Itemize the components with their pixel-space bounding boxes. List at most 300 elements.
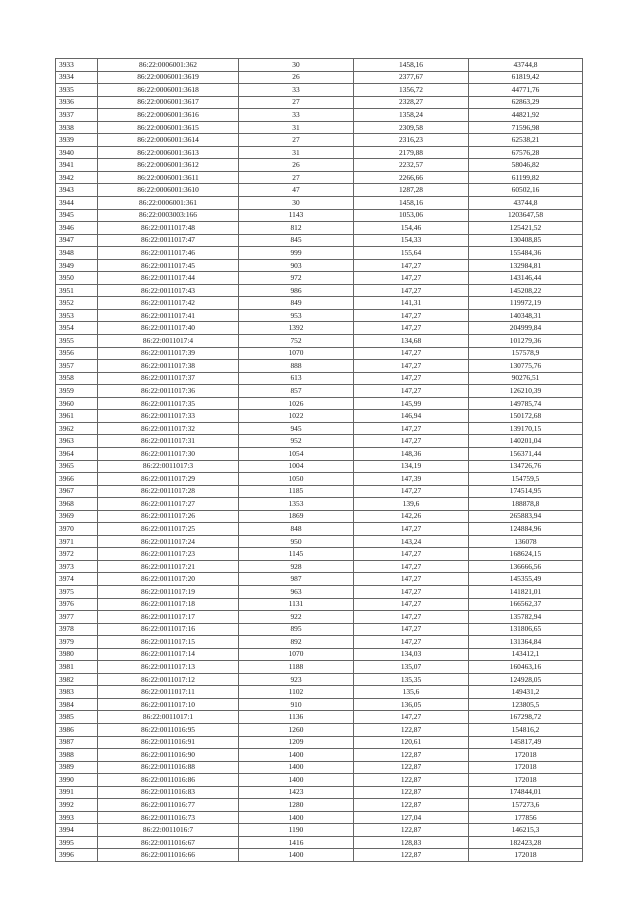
- area-cell: 849: [239, 297, 354, 310]
- area-cell: 27: [239, 96, 354, 109]
- specific-value-cell: 147,27: [354, 372, 469, 385]
- table-row: [56, 146, 583, 159]
- cadastral-value-cell: 101279,36: [469, 335, 583, 348]
- table-row: [56, 473, 583, 486]
- cadastral-value-cell: 149785,74: [469, 397, 583, 410]
- cadastral-value-cell: 135782,94: [469, 611, 583, 624]
- specific-value-cell: 122,87: [354, 774, 469, 787]
- specific-value-cell: 147,27: [354, 585, 469, 598]
- specific-value-cell: 146,94: [354, 410, 469, 423]
- specific-value-cell: 122,87: [354, 749, 469, 762]
- cadastral-number-cell: 86:22:0011017:36: [98, 385, 239, 398]
- row-number-cell: 3948: [56, 247, 98, 260]
- area-cell: 953: [239, 309, 354, 322]
- specific-value-cell: 147,27: [354, 272, 469, 285]
- table-row: [56, 849, 583, 862]
- row-number-cell: 3974: [56, 573, 98, 586]
- cadastral-number-cell: 86:22:0011017:43: [98, 284, 239, 297]
- area-cell: 972: [239, 272, 354, 285]
- table-row: [56, 535, 583, 548]
- cadastral-value-cell: 166562,37: [469, 598, 583, 611]
- table-row: [56, 698, 583, 711]
- cadastral-value-cell: 43744,8: [469, 59, 583, 72]
- cadastral-value-cell: 182423,28: [469, 836, 583, 849]
- specific-value-cell: 147,27: [354, 347, 469, 360]
- cadastral-value-table: [55, 58, 583, 862]
- specific-value-cell: 139,6: [354, 498, 469, 511]
- cadastral-value-cell: 155484,36: [469, 247, 583, 260]
- row-number-cell: 3978: [56, 623, 98, 636]
- table-row: [56, 360, 583, 373]
- cadastral-value-cell: 154759,5: [469, 473, 583, 486]
- specific-value-cell: 1287,28: [354, 184, 469, 197]
- area-cell: 1136: [239, 711, 354, 724]
- area-cell: 1131: [239, 598, 354, 611]
- cadastral-value-cell: 140348,31: [469, 309, 583, 322]
- specific-value-cell: 155,64: [354, 247, 469, 260]
- area-cell: 752: [239, 335, 354, 348]
- specific-value-cell: 2179,88: [354, 146, 469, 159]
- cadastral-number-cell: 86:22:0011017:30: [98, 447, 239, 460]
- table-row: [56, 71, 583, 84]
- specific-value-cell: 142,26: [354, 510, 469, 523]
- specific-value-cell: 2266,66: [354, 171, 469, 184]
- area-cell: 1260: [239, 723, 354, 736]
- table-row: [56, 385, 583, 398]
- table-row: [56, 523, 583, 536]
- cadastral-number-cell: 86:22:0011017:24: [98, 535, 239, 548]
- table-row: [56, 447, 583, 460]
- row-number-cell: 3989: [56, 761, 98, 774]
- table-row: [56, 247, 583, 260]
- area-cell: 1400: [239, 849, 354, 862]
- table-row: [56, 422, 583, 435]
- cadastral-value-cell: 160463,16: [469, 661, 583, 674]
- cadastral-value-cell: 143146,44: [469, 272, 583, 285]
- cadastral-number-cell: 86:22:0011017:32: [98, 422, 239, 435]
- table-row: [56, 184, 583, 197]
- area-cell: 1102: [239, 686, 354, 699]
- row-number-cell: 3982: [56, 673, 98, 686]
- specific-value-cell: 147,27: [354, 523, 469, 536]
- table-row: [56, 761, 583, 774]
- area-cell: 1185: [239, 485, 354, 498]
- row-number-cell: 3971: [56, 535, 98, 548]
- cadastral-value-cell: 43744,8: [469, 197, 583, 210]
- cadastral-number-cell: 86:22:0006001:3612: [98, 159, 239, 172]
- cadastral-value-cell: 130408,85: [469, 234, 583, 247]
- cadastral-number-cell: 86:22:0011017:11: [98, 686, 239, 699]
- cadastral-number-cell: 86:22:0006001:3614: [98, 134, 239, 147]
- row-number-cell: 3960: [56, 397, 98, 410]
- specific-value-cell: 122,87: [354, 723, 469, 736]
- area-cell: 963: [239, 585, 354, 598]
- cadastral-number-cell: 86:22:0006001:3611: [98, 171, 239, 184]
- area-cell: 1143: [239, 209, 354, 222]
- cadastral-value-cell: 134726,76: [469, 460, 583, 473]
- row-number-cell: 3963: [56, 435, 98, 448]
- area-cell: 848: [239, 523, 354, 536]
- cadastral-value-cell: 131364,84: [469, 636, 583, 649]
- cadastral-number-cell: 86:22:0006001:3619: [98, 71, 239, 84]
- table-row: [56, 623, 583, 636]
- cadastral-number-cell: 86:22:0011017:45: [98, 259, 239, 272]
- specific-value-cell: 148,36: [354, 447, 469, 460]
- cadastral-number-cell: 86:22:0011017:29: [98, 473, 239, 486]
- cadastral-number-cell: 86:22:0006001:362: [98, 59, 239, 72]
- row-number-cell: 3946: [56, 222, 98, 235]
- table-row: [56, 786, 583, 799]
- area-cell: 1400: [239, 774, 354, 787]
- cadastral-value-cell: 126210,39: [469, 385, 583, 398]
- area-cell: 1400: [239, 811, 354, 824]
- row-number-cell: 3981: [56, 661, 98, 674]
- row-number-cell: 3988: [56, 749, 98, 762]
- specific-value-cell: 154,46: [354, 222, 469, 235]
- specific-value-cell: 147,27: [354, 259, 469, 272]
- specific-value-cell: 141,31: [354, 297, 469, 310]
- area-cell: 1070: [239, 648, 354, 661]
- area-cell: 27: [239, 171, 354, 184]
- row-number-cell: 3967: [56, 485, 98, 498]
- cadastral-value-cell: 204999,84: [469, 322, 583, 335]
- table-row: [56, 498, 583, 511]
- row-number-cell: 3991: [56, 786, 98, 799]
- row-number-cell: 3980: [56, 648, 98, 661]
- cadastral-value-cell: 90276,51: [469, 372, 583, 385]
- specific-value-cell: 127,04: [354, 811, 469, 824]
- specific-value-cell: 147,27: [354, 598, 469, 611]
- area-cell: 1026: [239, 397, 354, 410]
- row-number-cell: 3993: [56, 811, 98, 824]
- cadastral-number-cell: 86:22:0011017:20: [98, 573, 239, 586]
- table-row: [56, 347, 583, 360]
- cadastral-value-cell: 132984,81: [469, 259, 583, 272]
- table-row: [56, 460, 583, 473]
- row-number-cell: 3955: [56, 335, 98, 348]
- specific-value-cell: 1356,72: [354, 84, 469, 97]
- area-cell: 1280: [239, 799, 354, 812]
- cadastral-value-cell: 172018: [469, 749, 583, 762]
- row-number-cell: 3969: [56, 510, 98, 523]
- cadastral-number-cell: 86:22:0011017:13: [98, 661, 239, 674]
- area-cell: 30: [239, 59, 354, 72]
- area-cell: 1869: [239, 510, 354, 523]
- row-number-cell: 3968: [56, 498, 98, 511]
- cadastral-number-cell: 86:22:0011016:73: [98, 811, 239, 824]
- cadastral-number-cell: 86:22:0011017:19: [98, 585, 239, 598]
- cadastral-value-cell: 139170,15: [469, 422, 583, 435]
- area-cell: 1004: [239, 460, 354, 473]
- table-row: [56, 836, 583, 849]
- row-number-cell: 3954: [56, 322, 98, 335]
- table-row: [56, 824, 583, 837]
- specific-value-cell: 2377,67: [354, 71, 469, 84]
- area-cell: 845: [239, 234, 354, 247]
- cadastral-value-cell: 149431,2: [469, 686, 583, 699]
- cadastral-number-cell: 86:22:0011016:67: [98, 836, 239, 849]
- table-row: [56, 661, 583, 674]
- specific-value-cell: 143,24: [354, 535, 469, 548]
- row-number-cell: 3949: [56, 259, 98, 272]
- cadastral-value-cell: 1203647,58: [469, 209, 583, 222]
- cadastral-number-cell: 86:22:0011017:33: [98, 410, 239, 423]
- row-number-cell: 3942: [56, 171, 98, 184]
- cadastral-number-cell: 86:22:0006001:3613: [98, 146, 239, 159]
- specific-value-cell: 147,27: [354, 360, 469, 373]
- area-cell: 31: [239, 121, 354, 134]
- cadastral-value-cell: 61199,82: [469, 171, 583, 184]
- cadastral-number-cell: 86:22:0011016:91: [98, 736, 239, 749]
- table-row: [56, 335, 583, 348]
- cadastral-number-cell: 86:22:0011017:25: [98, 523, 239, 536]
- row-number-cell: 3985: [56, 711, 98, 724]
- specific-value-cell: 147,27: [354, 309, 469, 322]
- table-row: [56, 749, 583, 762]
- cadastral-number-cell: 86:22:0011017:23: [98, 548, 239, 561]
- area-cell: 1054: [239, 447, 354, 460]
- specific-value-cell: 154,33: [354, 234, 469, 247]
- area-cell: 1190: [239, 824, 354, 837]
- cadastral-value-cell: 188878,8: [469, 498, 583, 511]
- specific-value-cell: 147,27: [354, 284, 469, 297]
- cadastral-number-cell: 86:22:0011017:46: [98, 247, 239, 260]
- specific-value-cell: 128,83: [354, 836, 469, 849]
- area-cell: 31: [239, 146, 354, 159]
- table-row: [56, 234, 583, 247]
- row-number-cell: 3964: [56, 447, 98, 460]
- row-number-cell: 3966: [56, 473, 98, 486]
- area-cell: 945: [239, 422, 354, 435]
- cadastral-value-cell: 44771,76: [469, 84, 583, 97]
- cadastral-number-cell: 86:22:0011017:31: [98, 435, 239, 448]
- table-row: [56, 811, 583, 824]
- cadastral-value-cell: 125421,52: [469, 222, 583, 235]
- specific-value-cell: 147,27: [354, 485, 469, 498]
- cadastral-value-cell: 167298,72: [469, 711, 583, 724]
- table-row: [56, 673, 583, 686]
- cadastral-value-cell: 136078: [469, 535, 583, 548]
- row-number-cell: 3959: [56, 385, 98, 398]
- cadastral-value-cell: 177856: [469, 811, 583, 824]
- cadastral-value-cell: 172018: [469, 774, 583, 787]
- table-row: [56, 222, 583, 235]
- cadastral-number-cell: 86:22:0011017:10: [98, 698, 239, 711]
- area-cell: 922: [239, 611, 354, 624]
- row-number-cell: 3950: [56, 272, 98, 285]
- row-number-cell: 3984: [56, 698, 98, 711]
- cadastral-number-cell: 86:22:0011017:47: [98, 234, 239, 247]
- cadastral-number-cell: 86:22:0011017:44: [98, 272, 239, 285]
- area-cell: 1392: [239, 322, 354, 335]
- table-row: [56, 84, 583, 97]
- area-cell: 1070: [239, 347, 354, 360]
- cadastral-value-cell: 123805,5: [469, 698, 583, 711]
- specific-value-cell: 147,27: [354, 435, 469, 448]
- cadastral-number-cell: 86:22:0006001:3615: [98, 121, 239, 134]
- area-cell: 1022: [239, 410, 354, 423]
- table-row: [56, 309, 583, 322]
- area-cell: 1050: [239, 473, 354, 486]
- cadastral-value-cell: 124928,05: [469, 673, 583, 686]
- table-row: [56, 585, 583, 598]
- table-row: [56, 686, 583, 699]
- row-number-cell: 3940: [56, 146, 98, 159]
- area-cell: 910: [239, 698, 354, 711]
- specific-value-cell: 147,27: [354, 636, 469, 649]
- specific-value-cell: 1458,16: [354, 197, 469, 210]
- specific-value-cell: 136,05: [354, 698, 469, 711]
- table-row: [56, 485, 583, 498]
- cadastral-value-cell: 150172,68: [469, 410, 583, 423]
- table-row: [56, 59, 583, 72]
- cadastral-number-cell: 86:22:0006001:361: [98, 197, 239, 210]
- area-cell: 986: [239, 284, 354, 297]
- row-number-cell: 3938: [56, 121, 98, 134]
- specific-value-cell: 135,6: [354, 686, 469, 699]
- cadastral-value-cell: 145208,22: [469, 284, 583, 297]
- row-number-cell: 3995: [56, 836, 98, 849]
- table-row: [56, 774, 583, 787]
- row-number-cell: 3952: [56, 297, 98, 310]
- cadastral-value-cell: 62538,21: [469, 134, 583, 147]
- specific-value-cell: 122,87: [354, 786, 469, 799]
- row-number-cell: 3970: [56, 523, 98, 536]
- cadastral-number-cell: 86:22:0011017:48: [98, 222, 239, 235]
- cadastral-number-cell: 86:22:0011017:40: [98, 322, 239, 335]
- specific-value-cell: 134,03: [354, 648, 469, 661]
- specific-value-cell: 120,61: [354, 736, 469, 749]
- row-number-cell: 3973: [56, 560, 98, 573]
- area-cell: 928: [239, 560, 354, 573]
- area-cell: 33: [239, 84, 354, 97]
- cadastral-value-cell: 119972,19: [469, 297, 583, 310]
- table-row: [56, 636, 583, 649]
- table-row: [56, 121, 583, 134]
- table-row: [56, 410, 583, 423]
- specific-value-cell: 122,87: [354, 849, 469, 862]
- row-number-cell: 3943: [56, 184, 98, 197]
- cadastral-number-cell: 86:22:0011017:18: [98, 598, 239, 611]
- row-number-cell: 3947: [56, 234, 98, 247]
- row-number-cell: 3958: [56, 372, 98, 385]
- specific-value-cell: 147,27: [354, 385, 469, 398]
- cadastral-value-cell: 265883,94: [469, 510, 583, 523]
- area-cell: 812: [239, 222, 354, 235]
- cadastral-value-cell: 145817,49: [469, 736, 583, 749]
- area-cell: 1209: [239, 736, 354, 749]
- table-row: [56, 134, 583, 147]
- specific-value-cell: 147,27: [354, 611, 469, 624]
- specific-value-cell: 145,99: [354, 397, 469, 410]
- table-row: [56, 171, 583, 184]
- area-cell: 952: [239, 435, 354, 448]
- specific-value-cell: 134,68: [354, 335, 469, 348]
- table-row: [56, 711, 583, 724]
- cadastral-value-cell: 136666,56: [469, 560, 583, 573]
- area-cell: 1353: [239, 498, 354, 511]
- cadastral-value-cell: 141821,01: [469, 585, 583, 598]
- cadastral-number-cell: 86:22:0011017:17: [98, 611, 239, 624]
- row-number-cell: 3957: [56, 360, 98, 373]
- specific-value-cell: 147,27: [354, 573, 469, 586]
- cadastral-value-cell: 124884,96: [469, 523, 583, 536]
- row-number-cell: 3979: [56, 636, 98, 649]
- area-cell: 892: [239, 636, 354, 649]
- area-cell: 895: [239, 623, 354, 636]
- table-row: [56, 372, 583, 385]
- area-cell: 923: [239, 673, 354, 686]
- specific-value-cell: 122,87: [354, 761, 469, 774]
- table-row: [56, 259, 583, 272]
- cadastral-value-cell: 168624,15: [469, 548, 583, 561]
- specific-value-cell: 147,27: [354, 422, 469, 435]
- cadastral-value-cell: 174514,95: [469, 485, 583, 498]
- specific-value-cell: 147,39: [354, 473, 469, 486]
- cadastral-value-cell: 58046,82: [469, 159, 583, 172]
- row-number-cell: 3986: [56, 723, 98, 736]
- cadastral-value-cell: 145355,49: [469, 573, 583, 586]
- table-row: [56, 736, 583, 749]
- table-row: [56, 96, 583, 109]
- table-row: [56, 510, 583, 523]
- row-number-cell: 3941: [56, 159, 98, 172]
- specific-value-cell: 122,87: [354, 824, 469, 837]
- cadastral-number-cell: 86:22:0011017:38: [98, 360, 239, 373]
- specific-value-cell: 147,27: [354, 623, 469, 636]
- cadastral-number-cell: 86:22:0011016:66: [98, 849, 239, 862]
- row-number-cell: 3937: [56, 109, 98, 122]
- row-number-cell: 3992: [56, 799, 98, 812]
- row-number-cell: 3994: [56, 824, 98, 837]
- area-cell: 1400: [239, 761, 354, 774]
- specific-value-cell: 147,27: [354, 322, 469, 335]
- cadastral-number-cell: 86:22:0006001:3610: [98, 184, 239, 197]
- row-number-cell: 3962: [56, 422, 98, 435]
- specific-value-cell: 135,07: [354, 661, 469, 674]
- area-cell: 33: [239, 109, 354, 122]
- specific-value-cell: 147,27: [354, 548, 469, 561]
- table-row: [56, 598, 583, 611]
- cadastral-number-cell: 86:22:0011016:95: [98, 723, 239, 736]
- specific-value-cell: 1458,16: [354, 59, 469, 72]
- area-cell: 1145: [239, 548, 354, 561]
- area-cell: 987: [239, 573, 354, 586]
- specific-value-cell: 1358,24: [354, 109, 469, 122]
- cadastral-number-cell: 86:22:0006001:3616: [98, 109, 239, 122]
- cadastral-value-cell: 130775,76: [469, 360, 583, 373]
- specific-value-cell: 135,35: [354, 673, 469, 686]
- table-row: [56, 560, 583, 573]
- cadastral-value-cell: 61819,42: [469, 71, 583, 84]
- cadastral-number-cell: 86:22:0011017:15: [98, 636, 239, 649]
- cadastral-value-cell: 131806,65: [469, 623, 583, 636]
- cadastral-number-cell: 86:22:0011017:4: [98, 335, 239, 348]
- cadastral-value-cell: 146215,3: [469, 824, 583, 837]
- cadastral-number-cell: 86:22:0011017:28: [98, 485, 239, 498]
- table-row: [56, 284, 583, 297]
- area-cell: 1400: [239, 749, 354, 762]
- specific-value-cell: 1053,06: [354, 209, 469, 222]
- cadastral-number-cell: 86:22:0011016:88: [98, 761, 239, 774]
- table-body: [56, 59, 583, 862]
- area-cell: 26: [239, 71, 354, 84]
- specific-value-cell: 134,19: [354, 460, 469, 473]
- specific-value-cell: 122,87: [354, 799, 469, 812]
- row-number-cell: 3983: [56, 686, 98, 699]
- cadastral-number-cell: 86:22:0011017:39: [98, 347, 239, 360]
- cadastral-number-cell: 86:22:0011016:83: [98, 786, 239, 799]
